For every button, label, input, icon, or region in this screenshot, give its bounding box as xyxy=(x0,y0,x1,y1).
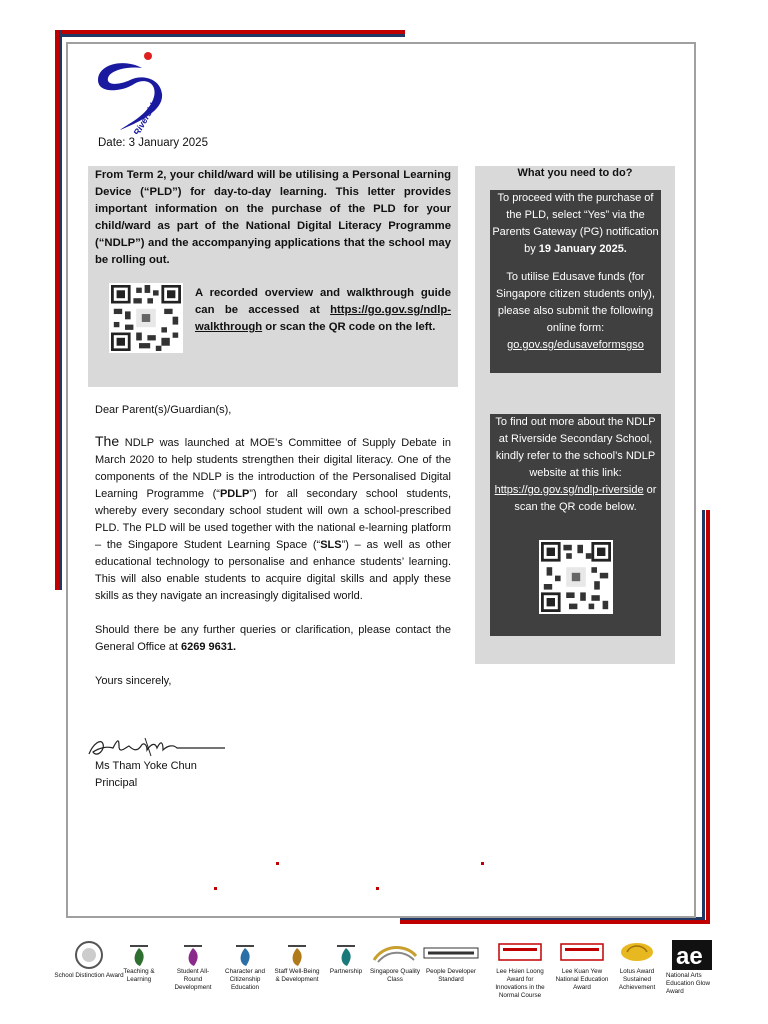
award-lee-kuan-yew xyxy=(554,938,610,992)
signatory-name: Ms Tham Yoke Chun xyxy=(95,760,197,772)
pg-instruction: To proceed with the purchase of the PLD, select “Yes” via the Parents Gateway (PG) notification by xyxy=(492,192,659,255)
walkthrough-text-after: or scan the QR code on the left. xyxy=(262,321,436,333)
letter-date: Date: 3 January 2025 xyxy=(98,137,208,149)
decorative-dot xyxy=(276,862,279,865)
closing: Yours sincerely, xyxy=(95,675,172,687)
salutation: Dear Parent(s)/Guardian(s), xyxy=(95,404,232,416)
website-text-before: To find out more about the NDLP at Riverside Secondary School, kindly refer to the school’s NDLP website at this link: xyxy=(495,416,656,479)
qr-code-ndlp-website xyxy=(539,540,613,614)
award-label: Staff Well-Being & Development xyxy=(274,968,320,983)
award-label: Character and Citizenship Education xyxy=(225,968,265,991)
ndlp-paragraph-part-2: ”) for all secondary school students, whereby every secondary school student will own a school-prescribed PLD. The PLD will be used together with the national e-learning platform – the Singapore Student Learning Space (“ xyxy=(95,488,452,551)
award-label: Student All-Round Development xyxy=(174,968,212,991)
school-logo xyxy=(94,50,168,134)
best-practice-icon xyxy=(230,938,260,968)
award-label: Singapore Quality Class xyxy=(369,968,421,983)
frame-line-top-blue xyxy=(55,34,405,37)
award-label: Partnership xyxy=(329,968,363,975)
award-label: Teaching & Learning xyxy=(123,968,155,983)
ndlp-website-link[interactable]: https://go.gov.sg/ndlp-riverside xyxy=(494,484,644,496)
award-label: School Distinction Award xyxy=(54,972,124,979)
intro-text: From Term 2, your child/ward will be utilising a Personal Learning Device (“PLD”) for day-to-day learning. This letter provides important information on the purchase of the PLD for your child/ward as part of the National Digital Literacy Programme (“NDLP”) and the accompanying applications that the school may be rolling out. xyxy=(95,169,451,266)
logo-text: Riverside xyxy=(131,97,161,134)
award-label: People Developer Standard xyxy=(425,968,477,983)
frame-line-bottom-red xyxy=(400,920,710,924)
ndlp-paragraph-part-1: NDLP was launched at MOE’s Committee of Supply Debate in March 2020 to help students strengthen their digital literacy. One of the components of the NDLP is the introduction of the Personalised Digital Learning Programme (“ xyxy=(95,437,451,500)
arts-education-icon xyxy=(670,938,714,972)
sls-abbrev: SLS xyxy=(320,539,342,551)
singapore-quality-class-icon xyxy=(370,938,420,968)
signatory-title: Principal xyxy=(95,777,138,789)
decorative-dot xyxy=(214,887,217,890)
award-teaching-learning xyxy=(116,938,162,984)
frame-line-right-blue xyxy=(702,510,705,924)
best-practice-icon xyxy=(178,938,208,968)
walkthrough-text xyxy=(195,285,451,336)
ndlp-paragraph-first-word: The xyxy=(95,433,120,449)
best-practice-icon xyxy=(282,938,312,968)
queries-text: Should there be any further queries or clarification, please contact the General Office at xyxy=(95,624,451,653)
decorative-dot xyxy=(481,862,484,865)
pdlp-abbrev: PDLP xyxy=(219,488,250,500)
award-student-all-round xyxy=(168,938,218,992)
intro-box xyxy=(88,166,458,387)
sidebar-heading: What you need to do? xyxy=(517,167,633,179)
ndlp-paragraph-part-3: ”) – as well as other educational technology to personalise and enhance students’ learning. This will also enable students to acquire digital skills and apply these skills as they navigate an increasingly digitalised world. xyxy=(95,539,451,602)
moe-award-icon xyxy=(495,938,545,968)
walkthrough-text-before: A recorded overview and walkthrough guide can be accessed at xyxy=(195,287,451,316)
pg-deadline: 19 January 2025. xyxy=(538,243,627,255)
school-distinction-icon xyxy=(72,938,106,972)
award-label: Lotus Award Sustained Achievement xyxy=(618,968,656,991)
moe-award-icon xyxy=(557,938,607,968)
action-sidebar xyxy=(475,166,675,664)
walkthrough-link[interactable]: https://go.gov.sg/ndlp-walkthrough xyxy=(195,304,451,333)
awards-footer xyxy=(54,938,719,1020)
award-singapore-quality-class xyxy=(368,938,422,984)
action-box-website xyxy=(490,414,661,636)
edusave-form-link[interactable]: go.gov.sg/edusaveformsgso xyxy=(507,339,644,351)
best-practice-icon xyxy=(124,938,154,968)
website-text-after: or scan the QR code below. xyxy=(514,484,657,513)
people-developer-icon xyxy=(422,938,480,968)
edusave-instruction: To utilise Edusave funds (for Singapore citizen students only), please also submit the following online form: xyxy=(496,271,655,334)
award-label: Lee Kuan Yew National Education Award xyxy=(555,968,609,991)
award-label: Lee Hsien Loong Award for Innovations in the Normal Course xyxy=(495,968,545,999)
ndlp-paragraph xyxy=(95,433,451,605)
best-practice-icon xyxy=(331,938,361,968)
svg-text:ae: ae xyxy=(676,943,703,970)
signatory xyxy=(95,758,197,792)
award-character-citizenship xyxy=(220,938,270,992)
letter-body xyxy=(95,402,451,690)
frame-line-left-blue xyxy=(59,30,62,590)
action-box-pg xyxy=(490,190,661,373)
general-office-phone: 6269 9631. xyxy=(181,641,237,653)
award-partnership xyxy=(324,938,368,976)
frame-line-right-red xyxy=(706,510,710,924)
award-lotus xyxy=(614,938,660,992)
decorative-dot xyxy=(376,887,379,890)
award-lee-hsien-loong xyxy=(492,938,548,1000)
lotus-icon xyxy=(617,938,657,968)
award-national-arts xyxy=(666,938,718,996)
queries-paragraph xyxy=(95,622,451,656)
award-school-distinction xyxy=(54,938,124,980)
award-people-developer xyxy=(420,938,482,984)
award-staff-well-being xyxy=(272,938,322,984)
qr-code-walkthrough xyxy=(109,283,183,353)
award-label: National Arts Education Glow Award xyxy=(666,972,711,995)
